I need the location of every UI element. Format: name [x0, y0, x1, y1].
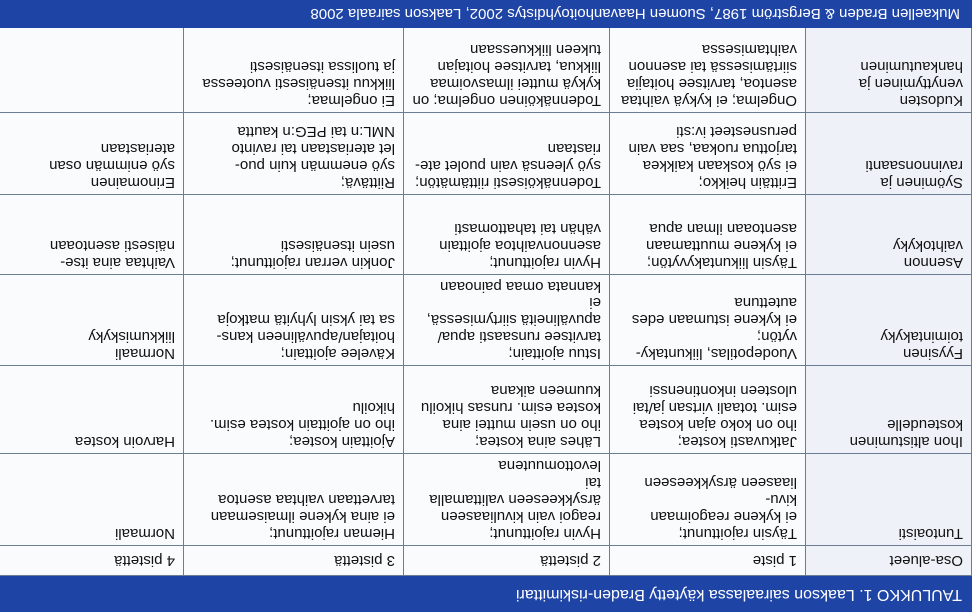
header-row	[0, 546, 972, 576]
cell-1-point: Ongelma; ei kykyä vaihtaa asentoa, tarvitsee hoitajia siirtämisessä tai asennon vaihtamisessa	[610, 6, 806, 112]
cell-3-points: Jonkin verran rajoittunut; usein itsenäisesti	[184, 194, 404, 274]
cell-4-points: Harvoin kostea	[0, 366, 184, 454]
cell-1-point: Jatkuvasti kostea; iho on koko ajan kostea esim. totaali virtsan ja/tai ulosteen inkontinenssi	[610, 366, 806, 454]
cell-2-points: Lähes aina kostea; iho on usein muttei aina kostea esim. runsas hikoilu kuumeen aikana	[404, 366, 610, 454]
header-cell-4-points: 4 pistettä	[0, 546, 184, 576]
cell-4-points: Vaihtaa aina itse- näisesti asentoaan	[0, 194, 184, 274]
header-cell-2-points: 2 pistettä	[404, 546, 610, 576]
table-title: TAULUKKO 1. Laakson sairaalassa käytetty Braden-riskimittari	[515, 586, 962, 603]
row-area-label: Asennon vaihtokyky	[806, 194, 972, 274]
cell-3-points: Hieman rajoittunut; ei aina kykene ilmaisemaan tarvettaan vaihtaa asentoa	[184, 454, 404, 546]
table-row	[0, 274, 972, 366]
table-row	[0, 366, 972, 454]
braden-risk-table	[0, 6, 972, 576]
header-cell-area: Osa-alueet	[806, 546, 972, 576]
table-row	[0, 112, 972, 194]
row-area-label: Syöminen ja ravinnonsaanti	[806, 112, 972, 194]
row-area-label: Fyysinen toimintakyky	[806, 274, 972, 366]
table-title-bar	[0, 576, 972, 612]
cell-1-point: Täysin liikuntakyvytön; ei kykene muuttamaan asentoaan ilman apua	[610, 194, 806, 274]
cell-1-point: Vuodepotilas, liikuntaky- vytön; ei kykene istumaan edes autettuna	[610, 274, 806, 366]
header-cell-3-points: 3 pistettä	[184, 546, 404, 576]
cell-3-points: Ei ongelmaa; liikkuu itsenäisesti vuoteessa ja tuolissa itsenäisesti	[184, 6, 404, 112]
row-area-label: Ihon altistuminen kosteudelle	[806, 366, 972, 454]
header-cell-1-point: 1 piste	[610, 546, 806, 576]
cell-3-points: Riittävä; syö enemmän kuin puo- let ateriastaan tai ravinto NML:n tai PEG:n kautta	[184, 112, 404, 194]
cell-2-points: Istuu ajoittain; tarvitsee runsaasti apua/ apuvälineitä siirtymisessä, ei kannata omaa painoaan	[404, 274, 610, 366]
cell-2-points: Todennäköinen ongelma; on kykyä muttei ilmasvoimaa liikkua, tarvitsee hoitajan tukeen liikkuessaan	[404, 6, 610, 112]
source-footer: Mukaellen Braden & Bergström 1987, Suomen Haavanhoitoyhdistys 2002, Laakson sairaala 2008	[310, 5, 960, 23]
source-footer-bar	[0, 0, 972, 28]
row-area-label: Kudosten venyttyminen ja hankautuminen	[806, 6, 972, 112]
cell-1-point: Erittäin heikko; ei syö koskaan kaikkea tarjottua ruokaa, saa vain perusnesteet iv:sti	[610, 112, 806, 194]
cell-3-points: Ajoittain kostea; iho on ajoittain kostea esim. hikoilu	[184, 366, 404, 454]
cell-3-points: Kävelee ajoittain; hoitajan/apuvälineen kans- sa tai yksin lyhyitä matkoja	[184, 274, 404, 366]
cell-2-points: Hyvin rajoittunut; asennonvaihtoa ajoittain vähän tai tahattomasti	[404, 194, 610, 274]
cell-4-points: Erinomainen syö enimmän osan ateriastaan	[0, 112, 184, 194]
cell-2-points: Hyvin rajoittunut; reagoi vain kivuliaaseen ärsykkeeseen valittamalla tai levottomuutena	[404, 454, 610, 546]
table-row	[0, 194, 972, 274]
cell-4-points: Normaali liikkumiskyky	[0, 274, 184, 366]
row-area-label: Tuntoaisti	[806, 454, 972, 546]
cell-4-points: Normaali	[0, 454, 184, 546]
table-row	[0, 454, 972, 546]
cell-1-point: Täysin rajoittunut; ei kykene reagoimaan kivu- liaaseen ärsykkeeseen	[610, 454, 806, 546]
cell-2-points: Todennäköisesti riittämätön; syö yleensä vain puolet ate- riastaan	[404, 112, 610, 194]
